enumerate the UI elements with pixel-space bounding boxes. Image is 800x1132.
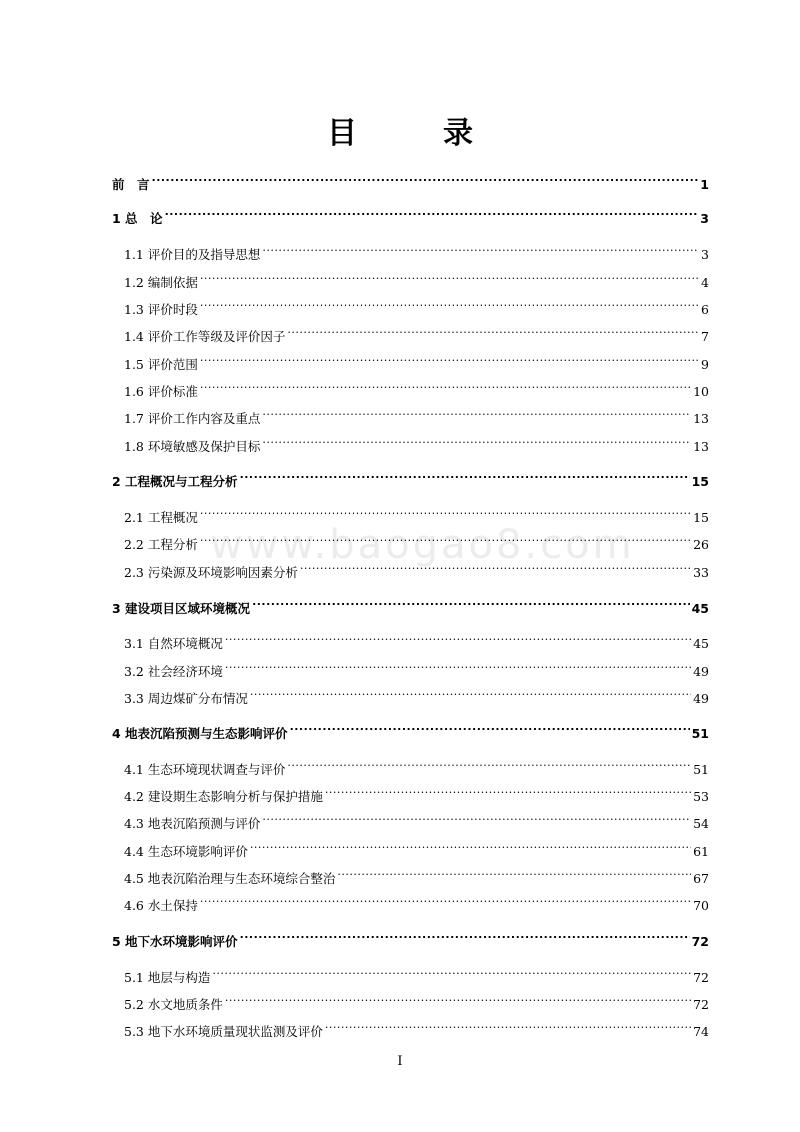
toc-chapter-entry[interactable] <box>112 464 709 489</box>
toc-section-entry[interactable] <box>124 861 709 886</box>
toc-entry-page-number: 54 <box>693 816 709 831</box>
toc-section-entry[interactable] <box>124 347 709 372</box>
toc-chapter-entry[interactable] <box>112 716 709 741</box>
toc-section-entry[interactable] <box>124 626 709 651</box>
toc-entry-label: 3.2 社会经济环境 <box>124 664 223 679</box>
toc-dot-leader <box>200 500 691 522</box>
toc-section-entry[interactable] <box>124 806 709 831</box>
toc-dot-leader <box>152 167 699 189</box>
toc-entry-label: 1.8 环境敏感及保护目标 <box>124 439 261 454</box>
toc-entry-label: 4.5 地表沉陷治理与生态环境综合整治 <box>124 871 336 886</box>
toc-entry-label: 3.1 自然环境概况 <box>124 636 223 651</box>
toc-entry-label: 1.3 评价时段 <box>124 302 198 317</box>
toc-entry-page-number: 10 <box>693 384 709 399</box>
toc-dot-leader <box>262 806 691 828</box>
toc-section-entry[interactable] <box>124 752 709 777</box>
toc-section-entry[interactable] <box>124 1014 709 1039</box>
toc-section-entry[interactable] <box>124 987 709 1012</box>
toc-entry-page-number: 45 <box>691 601 709 616</box>
toc-entry-label: 1.1 评价目的及指导思想 <box>124 247 261 262</box>
toc-entry-page-number: 13 <box>693 439 709 454</box>
toc-entry-page-number: 6 <box>701 302 709 317</box>
toc-dot-leader <box>240 924 690 946</box>
toc-dot-leader <box>325 1014 691 1036</box>
toc-chapter-entry[interactable] <box>112 167 709 192</box>
toc-section-entry[interactable] <box>124 401 709 426</box>
toc-dot-leader <box>225 626 691 648</box>
toc-entry-page-number: 3 <box>700 211 709 226</box>
toc-entry-label: 1 总 论 <box>112 211 163 226</box>
toc-entry-page-number: 7 <box>701 329 709 344</box>
toc-dot-leader <box>225 987 691 1009</box>
toc-section-entry[interactable] <box>124 834 709 859</box>
toc-entry-page-number: 72 <box>693 970 709 985</box>
toc-dot-leader <box>290 716 690 738</box>
toc-entry-label: 3 建设项目区域环境概况 <box>112 601 251 616</box>
toc-entry-label: 2 工程概况与工程分析 <box>112 474 238 489</box>
toc-entry-page-number: 70 <box>693 898 709 913</box>
toc-dot-leader <box>200 265 699 287</box>
toc-entry-page-number: 72 <box>693 997 709 1012</box>
toc-dot-leader <box>300 555 691 577</box>
toc-entry-label: 5.1 地层与构造 <box>124 970 211 985</box>
toc-section-entry[interactable] <box>124 319 709 344</box>
toc-entry-page-number: 74 <box>693 1024 709 1039</box>
toc-entry-label: 2.2 工程分析 <box>124 537 198 552</box>
toc-dot-leader <box>287 319 699 341</box>
toc-entry-label: 1.5 评价范围 <box>124 357 198 372</box>
toc-entry-label: 1.6 评价标准 <box>124 384 198 399</box>
toc-dot-leader <box>225 654 691 676</box>
toc-entry-page-number: 15 <box>693 510 709 525</box>
toc-entry-label: 4 地表沉陷预测与生态影响评价 <box>112 726 288 741</box>
toc-entry-label: 4.2 建设期生态影响分析与保护措施 <box>124 789 323 804</box>
toc-chapter-entry[interactable] <box>112 591 709 616</box>
toc-entry-label: 5.3 地下水环境质量现状监测及评价 <box>124 1024 323 1039</box>
toc-dot-leader <box>240 464 690 486</box>
toc-dot-leader <box>252 591 690 613</box>
toc-section-entry[interactable] <box>124 654 709 679</box>
toc-entry-page-number: 4 <box>701 275 709 290</box>
toc-entry-label: 5 地下水环境影响评价 <box>112 934 238 949</box>
page-title: 目 录 <box>327 116 501 151</box>
toc-entry-label: 1.7 评价工作内容及重点 <box>124 411 261 426</box>
toc-dot-leader <box>325 779 691 801</box>
toc-section-entry[interactable] <box>124 374 709 399</box>
toc-dot-leader <box>212 960 691 982</box>
toc-section-entry[interactable] <box>124 960 709 985</box>
toc-entry-page-number: 45 <box>693 636 709 651</box>
toc-section-entry[interactable] <box>124 555 709 580</box>
toc-dot-leader <box>200 888 691 910</box>
toc-section-entry[interactable] <box>124 292 709 317</box>
toc-entry-page-number: 49 <box>693 691 709 706</box>
toc-section-entry[interactable] <box>124 681 709 706</box>
toc-dot-leader <box>200 347 699 369</box>
toc-entry-label: 4.6 水土保持 <box>124 898 198 913</box>
toc-entry-label: 4.4 生态环境影响评价 <box>124 844 248 859</box>
toc-entry-label: 5.2 水文地质条件 <box>124 997 223 1012</box>
toc-entry-page-number: 53 <box>693 789 709 804</box>
toc-entry-page-number: 26 <box>693 537 709 552</box>
toc-chapter-entry[interactable] <box>112 924 709 949</box>
toc-entry-label: 1.4 评价工作等级及评价因子 <box>124 329 286 344</box>
toc-entry-label: 4.1 生态环境现状调查与评价 <box>124 762 286 777</box>
toc-entry-page-number: 72 <box>691 934 709 949</box>
toc-dot-leader <box>200 527 691 549</box>
toc-dot-leader <box>200 292 699 314</box>
toc-entry-label: 1.2 编制依据 <box>124 275 198 290</box>
toc-entry-page-number: 49 <box>693 664 709 679</box>
toc-entry-page-number: 9 <box>701 357 709 372</box>
toc-entry-page-number: 61 <box>693 844 709 859</box>
toc-section-entry[interactable] <box>124 779 709 804</box>
toc-entry-label: 2.1 工程概况 <box>124 510 198 525</box>
page-number-footer: I <box>397 1054 403 1069</box>
toc-entry-page-number: 33 <box>693 565 709 580</box>
watermark: www.baogao8.com <box>210 522 635 568</box>
toc-entry-label: 前 言 <box>112 177 150 192</box>
toc-dot-leader <box>262 401 691 423</box>
toc-entry-page-number: 3 <box>701 247 709 262</box>
toc-section-entry[interactable] <box>124 500 709 525</box>
toc-entry-page-number: 67 <box>693 871 709 886</box>
toc-section-entry[interactable] <box>124 237 709 262</box>
toc-dot-leader <box>200 374 691 396</box>
toc-chapter-entry[interactable] <box>112 201 709 226</box>
toc-entry-page-number: 51 <box>693 762 709 777</box>
toc-entry-label: 2.3 污染源及环境影响因素分析 <box>124 565 298 580</box>
toc-entry-label: 3.3 周边煤矿分布情况 <box>124 691 248 706</box>
toc-dot-leader <box>337 861 691 883</box>
toc-dot-leader <box>262 237 699 259</box>
toc-entry-page-number: 15 <box>691 474 709 489</box>
toc-dot-leader <box>250 681 691 703</box>
toc-dot-leader <box>250 834 691 856</box>
toc-section-entry[interactable] <box>124 429 709 454</box>
toc-dot-leader <box>165 201 699 223</box>
toc-section-entry[interactable] <box>124 265 709 290</box>
toc-section-entry[interactable] <box>124 888 709 913</box>
toc-dot-leader <box>262 429 691 451</box>
toc-entry-page-number: 51 <box>691 726 709 741</box>
toc-dot-leader <box>287 752 691 774</box>
toc-entry-page-number: 1 <box>700 177 709 192</box>
toc-entry-page-number: 13 <box>693 411 709 426</box>
toc-entry-label: 4.3 地表沉陷预测与评价 <box>124 816 261 831</box>
